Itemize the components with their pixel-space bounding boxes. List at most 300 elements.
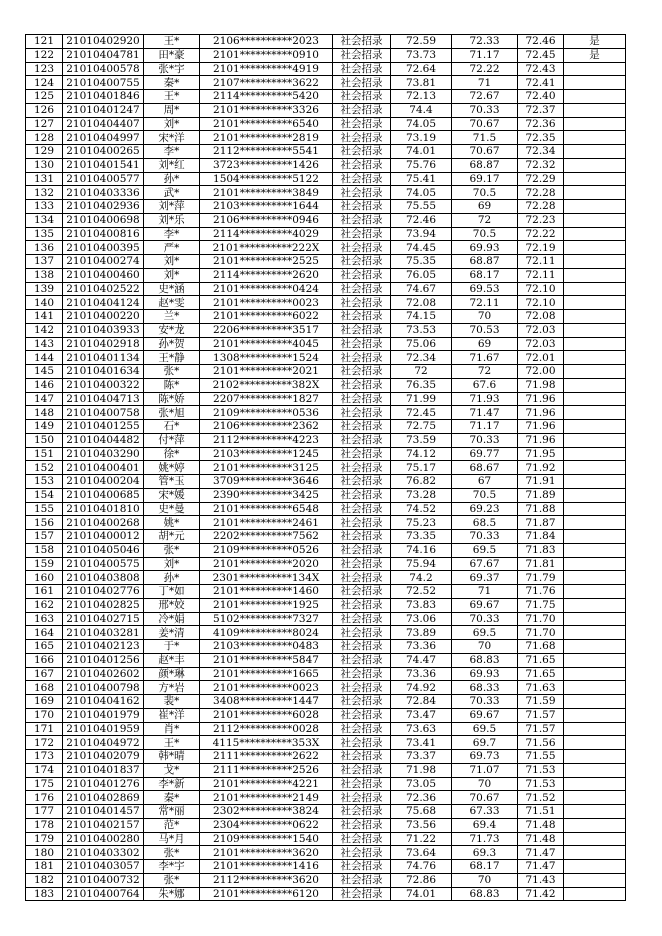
table-row xyxy=(26,323,626,337)
row-number-cell: 129 xyxy=(26,145,63,159)
written-score-cell: 75.35 xyxy=(391,255,452,269)
id-card-cell: 2301**********134X xyxy=(200,571,333,585)
id-card-cell: 2101**********2819 xyxy=(200,131,333,145)
row-number-cell: 147 xyxy=(26,392,63,406)
table-row xyxy=(26,571,626,585)
table-row xyxy=(26,860,626,874)
category-cell: 社会招录 xyxy=(333,323,391,337)
total-score-cell: 72.03 xyxy=(518,337,564,351)
table-row xyxy=(26,351,626,365)
row-number-cell: 178 xyxy=(26,818,63,832)
selected-mark-cell xyxy=(564,695,626,709)
total-score-cell: 72.37 xyxy=(518,103,564,117)
category-cell: 社会招录 xyxy=(333,90,391,104)
category-cell: 社会招录 xyxy=(333,736,391,750)
selected-mark-cell xyxy=(564,516,626,530)
name-cell: 胡*元 xyxy=(144,530,200,544)
selected-mark-cell xyxy=(564,378,626,392)
selected-mark-cell xyxy=(564,530,626,544)
selected-mark-cell xyxy=(564,255,626,269)
name-cell: 王* xyxy=(144,736,200,750)
interview-score-cell: 70 xyxy=(452,640,518,654)
total-score-cell: 72.41 xyxy=(518,76,564,90)
category-cell: 社会招录 xyxy=(333,76,391,90)
table-row xyxy=(26,640,626,654)
category-cell: 社会招录 xyxy=(333,227,391,241)
written-score-cell: 74.4 xyxy=(391,103,452,117)
id-card-cell: 2114**********4029 xyxy=(200,227,333,241)
id-card-cell: 2101**********6120 xyxy=(200,887,333,901)
written-score-cell: 73.89 xyxy=(391,626,452,640)
interview-score-cell: 70.33 xyxy=(452,530,518,544)
row-number-cell: 162 xyxy=(26,598,63,612)
name-cell: 刘* xyxy=(144,268,200,282)
table-row xyxy=(26,420,626,434)
interview-score-cell: 70.67 xyxy=(452,145,518,159)
selected-mark-cell xyxy=(564,365,626,379)
interview-score-cell: 68.87 xyxy=(452,255,518,269)
interview-score-cell: 69.3 xyxy=(452,846,518,860)
row-number-cell: 172 xyxy=(26,736,63,750)
selected-mark-cell xyxy=(564,488,626,502)
table-row xyxy=(26,818,626,832)
written-score-cell: 73.35 xyxy=(391,530,452,544)
selected-mark-cell xyxy=(564,640,626,654)
table-row xyxy=(26,131,626,145)
name-cell: 严* xyxy=(144,241,200,255)
category-cell: 社会招录 xyxy=(333,447,391,461)
total-score-cell: 72.08 xyxy=(518,310,564,324)
selected-mark-cell: 是 xyxy=(564,48,626,62)
table-row xyxy=(26,200,626,214)
selected-mark-cell xyxy=(564,750,626,764)
exam-id-cell: 21010404713 xyxy=(63,392,144,406)
total-score-cell: 71.57 xyxy=(518,722,564,736)
written-score-cell: 73.36 xyxy=(391,667,452,681)
category-cell: 社会招录 xyxy=(333,365,391,379)
name-cell: 韩*晴 xyxy=(144,750,200,764)
table-row xyxy=(26,296,626,310)
id-card-cell: 2101**********0023 xyxy=(200,681,333,695)
selected-mark-cell xyxy=(564,62,626,76)
row-number-cell: 181 xyxy=(26,860,63,874)
interview-score-cell: 69.4 xyxy=(452,818,518,832)
table-row xyxy=(26,777,626,791)
name-cell: 王* xyxy=(144,35,200,49)
row-number-cell: 158 xyxy=(26,543,63,557)
row-number-cell: 133 xyxy=(26,200,63,214)
exam-id-cell: 21010400758 xyxy=(63,406,144,420)
id-card-cell: 3408**********1447 xyxy=(200,695,333,709)
exam-id-cell: 21010403290 xyxy=(63,447,144,461)
table-row xyxy=(26,268,626,282)
table-row xyxy=(26,158,626,172)
id-card-cell: 2112**********4223 xyxy=(200,433,333,447)
category-cell: 社会招录 xyxy=(333,860,391,874)
category-cell: 社会招录 xyxy=(333,832,391,846)
exam-id-cell: 21010404997 xyxy=(63,131,144,145)
category-cell: 社会招录 xyxy=(333,35,391,49)
interview-score-cell: 69.37 xyxy=(452,571,518,585)
category-cell: 社会招录 xyxy=(333,296,391,310)
exam-id-cell: 21010401256 xyxy=(63,653,144,667)
exam-id-cell: 21010403933 xyxy=(63,323,144,337)
table-row xyxy=(26,227,626,241)
exam-id-cell: 21010400012 xyxy=(63,530,144,544)
interview-score-cell: 72.67 xyxy=(452,90,518,104)
total-score-cell: 71.96 xyxy=(518,392,564,406)
category-cell: 社会招录 xyxy=(333,585,391,599)
interview-score-cell: 69.77 xyxy=(452,447,518,461)
id-card-cell: 2101**********2149 xyxy=(200,791,333,805)
row-number-cell: 137 xyxy=(26,255,63,269)
name-cell: 姚* xyxy=(144,516,200,530)
id-card-cell: 5102**********7327 xyxy=(200,612,333,626)
selected-mark-cell xyxy=(564,90,626,104)
id-card-cell: 2101**********1925 xyxy=(200,598,333,612)
table-row xyxy=(26,722,626,736)
category-cell: 社会招录 xyxy=(333,598,391,612)
name-cell: 赵*雯 xyxy=(144,296,200,310)
id-card-cell: 2206**********3517 xyxy=(200,323,333,337)
interview-score-cell: 71.93 xyxy=(452,392,518,406)
table-row xyxy=(26,681,626,695)
id-card-cell: 2103**********1245 xyxy=(200,447,333,461)
interview-score-cell: 69.5 xyxy=(452,543,518,557)
interview-score-cell: 70.53 xyxy=(452,323,518,337)
interview-score-cell: 71.17 xyxy=(452,420,518,434)
table-row xyxy=(26,378,626,392)
exam-id-cell: 21010401134 xyxy=(63,351,144,365)
category-cell: 社会招录 xyxy=(333,681,391,695)
exam-id-cell: 21010404972 xyxy=(63,736,144,750)
name-cell: 李* xyxy=(144,145,200,159)
category-cell: 社会招录 xyxy=(333,282,391,296)
written-score-cell: 73.37 xyxy=(391,750,452,764)
id-card-cell: 2109**********0536 xyxy=(200,406,333,420)
id-card-cell: 2107**********3622 xyxy=(200,76,333,90)
written-score-cell: 75.23 xyxy=(391,516,452,530)
category-cell: 社会招录 xyxy=(333,818,391,832)
total-score-cell: 71.75 xyxy=(518,598,564,612)
category-cell: 社会招录 xyxy=(333,873,391,887)
exam-id-cell: 21010400732 xyxy=(63,873,144,887)
selected-mark-cell xyxy=(564,310,626,324)
written-score-cell: 74.01 xyxy=(391,145,452,159)
selected-mark-cell xyxy=(564,213,626,227)
interview-score-cell: 70.67 xyxy=(452,791,518,805)
interview-score-cell: 69.53 xyxy=(452,282,518,296)
name-cell: 秦* xyxy=(144,76,200,90)
selected-mark-cell xyxy=(564,667,626,681)
selected-mark-cell xyxy=(564,145,626,159)
interview-score-cell: 69.73 xyxy=(452,750,518,764)
row-number-cell: 124 xyxy=(26,76,63,90)
interview-score-cell: 68.17 xyxy=(452,268,518,282)
total-score-cell: 72.22 xyxy=(518,227,564,241)
id-card-cell: 1308**********1524 xyxy=(200,351,333,365)
written-score-cell: 72.86 xyxy=(391,873,452,887)
interview-score-cell: 70.33 xyxy=(452,612,518,626)
written-score-cell: 73.41 xyxy=(391,736,452,750)
table-row xyxy=(26,172,626,186)
table-row xyxy=(26,557,626,571)
name-cell: 朱*娜 xyxy=(144,887,200,901)
selected-mark-cell xyxy=(564,420,626,434)
row-number-cell: 183 xyxy=(26,887,63,901)
id-card-cell: 2101**********4919 xyxy=(200,62,333,76)
selected-mark-cell xyxy=(564,103,626,117)
name-cell: 崔*洋 xyxy=(144,708,200,722)
written-score-cell: 75.94 xyxy=(391,557,452,571)
total-score-cell: 72.01 xyxy=(518,351,564,365)
interview-score-cell: 71.67 xyxy=(452,351,518,365)
written-score-cell: 74.12 xyxy=(391,447,452,461)
category-cell: 社会招录 xyxy=(333,887,391,901)
selected-mark-cell xyxy=(564,860,626,874)
category-cell: 社会招录 xyxy=(333,145,391,159)
row-number-cell: 170 xyxy=(26,708,63,722)
row-number-cell: 173 xyxy=(26,750,63,764)
total-score-cell: 71.65 xyxy=(518,653,564,667)
exam-id-cell: 21010400280 xyxy=(63,832,144,846)
id-card-cell: 2207**********1827 xyxy=(200,392,333,406)
category-cell: 社会招录 xyxy=(333,131,391,145)
total-score-cell: 71.76 xyxy=(518,585,564,599)
total-score-cell: 71.51 xyxy=(518,805,564,819)
interview-score-cell: 72 xyxy=(452,213,518,227)
row-number-cell: 153 xyxy=(26,475,63,489)
table-row xyxy=(26,626,626,640)
row-number-cell: 166 xyxy=(26,653,63,667)
id-card-cell: 2111**********2526 xyxy=(200,763,333,777)
id-card-cell: 2101**********3125 xyxy=(200,461,333,475)
name-cell: 付*萍 xyxy=(144,433,200,447)
exam-id-cell: 21010400816 xyxy=(63,227,144,241)
name-cell: 赵*丰 xyxy=(144,653,200,667)
exam-id-cell: 21010402869 xyxy=(63,791,144,805)
interview-score-cell: 68.83 xyxy=(452,887,518,901)
name-cell: 李*宇 xyxy=(144,860,200,874)
exam-id-cell: 21010400798 xyxy=(63,681,144,695)
total-score-cell: 71.70 xyxy=(518,626,564,640)
written-score-cell: 72.36 xyxy=(391,791,452,805)
exam-id-cell: 21010400322 xyxy=(63,378,144,392)
interview-score-cell: 67.67 xyxy=(452,557,518,571)
interview-score-cell: 70.33 xyxy=(452,433,518,447)
row-number-cell: 163 xyxy=(26,612,63,626)
interview-score-cell: 70.33 xyxy=(452,695,518,709)
row-number-cell: 139 xyxy=(26,282,63,296)
id-card-cell: 2103**********1644 xyxy=(200,200,333,214)
row-number-cell: 150 xyxy=(26,433,63,447)
name-cell: 李*新 xyxy=(144,777,200,791)
total-score-cell: 71.83 xyxy=(518,543,564,557)
category-cell: 社会招录 xyxy=(333,530,391,544)
selected-mark-cell xyxy=(564,447,626,461)
row-number-cell: 169 xyxy=(26,695,63,709)
name-cell: 安*龙 xyxy=(144,323,200,337)
written-score-cell: 74.16 xyxy=(391,543,452,557)
table-row xyxy=(26,475,626,489)
id-card-cell: 2101**********6548 xyxy=(200,502,333,516)
interview-score-cell: 69.7 xyxy=(452,736,518,750)
category-cell: 社会招录 xyxy=(333,378,391,392)
selected-mark-cell xyxy=(564,598,626,612)
id-card-cell: 2101**********6028 xyxy=(200,708,333,722)
written-score-cell: 75.17 xyxy=(391,461,452,475)
category-cell: 社会招录 xyxy=(333,791,391,805)
written-score-cell: 72 xyxy=(391,365,452,379)
category-cell: 社会招录 xyxy=(333,433,391,447)
written-score-cell: 74.15 xyxy=(391,310,452,324)
exam-id-cell: 21010404781 xyxy=(63,48,144,62)
table-row xyxy=(26,708,626,722)
table-row xyxy=(26,516,626,530)
total-score-cell: 72.03 xyxy=(518,323,564,337)
interview-score-cell: 70.33 xyxy=(452,103,518,117)
category-cell: 社会招录 xyxy=(333,241,391,255)
name-cell: 邢*姣 xyxy=(144,598,200,612)
total-score-cell: 71.96 xyxy=(518,433,564,447)
table-row xyxy=(26,530,626,544)
category-cell: 社会招录 xyxy=(333,777,391,791)
name-cell: 徐* xyxy=(144,447,200,461)
table-body xyxy=(26,35,626,901)
total-score-cell: 72.11 xyxy=(518,268,564,282)
id-card-cell: 2106**********2023 xyxy=(200,35,333,49)
category-cell: 社会招录 xyxy=(333,543,391,557)
interview-score-cell: 70 xyxy=(452,873,518,887)
id-card-cell: 2390**********3425 xyxy=(200,488,333,502)
name-cell: 颜*琳 xyxy=(144,667,200,681)
written-score-cell: 75.76 xyxy=(391,158,452,172)
total-score-cell: 71.88 xyxy=(518,502,564,516)
exam-id-cell: 21010403057 xyxy=(63,860,144,874)
exam-id-cell: 21010400685 xyxy=(63,488,144,502)
interview-score-cell: 67.6 xyxy=(452,378,518,392)
category-cell: 社会招录 xyxy=(333,117,391,131)
written-score-cell: 73.47 xyxy=(391,708,452,722)
table-row xyxy=(26,585,626,599)
category-cell: 社会招录 xyxy=(333,846,391,860)
category-cell: 社会招录 xyxy=(333,62,391,76)
name-cell: 张* xyxy=(144,873,200,887)
row-number-cell: 180 xyxy=(26,846,63,860)
row-number-cell: 168 xyxy=(26,681,63,695)
id-card-cell: 2114**********2620 xyxy=(200,268,333,282)
total-score-cell: 72.35 xyxy=(518,131,564,145)
written-score-cell: 71.22 xyxy=(391,832,452,846)
exam-id-cell: 21010400265 xyxy=(63,145,144,159)
category-cell: 社会招录 xyxy=(333,268,391,282)
selected-mark-cell xyxy=(564,200,626,214)
exam-id-cell: 21010402602 xyxy=(63,667,144,681)
category-cell: 社会招录 xyxy=(333,667,391,681)
table-row xyxy=(26,695,626,709)
written-score-cell: 74.47 xyxy=(391,653,452,667)
exam-id-cell: 21010404407 xyxy=(63,117,144,131)
name-cell: 王*静 xyxy=(144,351,200,365)
id-card-cell: 2101**********2525 xyxy=(200,255,333,269)
name-cell: 刘* xyxy=(144,117,200,131)
interview-score-cell: 69.5 xyxy=(452,722,518,736)
category-cell: 社会招录 xyxy=(333,158,391,172)
table-row xyxy=(26,145,626,159)
interview-score-cell: 70 xyxy=(452,310,518,324)
exam-id-cell: 21010400698 xyxy=(63,213,144,227)
exam-id-cell: 21010400578 xyxy=(63,62,144,76)
selected-mark-cell xyxy=(564,543,626,557)
row-number-cell: 174 xyxy=(26,763,63,777)
name-cell: 兰* xyxy=(144,310,200,324)
row-number-cell: 145 xyxy=(26,365,63,379)
interview-score-cell: 69.67 xyxy=(452,598,518,612)
selected-mark-cell xyxy=(564,818,626,832)
selected-mark-cell xyxy=(564,227,626,241)
table-row xyxy=(26,310,626,324)
exam-id-cell: 21010403336 xyxy=(63,186,144,200)
exam-id-cell: 21010402825 xyxy=(63,598,144,612)
id-card-cell: 2109**********1540 xyxy=(200,832,333,846)
written-score-cell: 74.05 xyxy=(391,186,452,200)
interview-score-cell: 69.5 xyxy=(452,626,518,640)
table-row xyxy=(26,117,626,131)
id-card-cell: 2101**********1460 xyxy=(200,585,333,599)
table-row xyxy=(26,805,626,819)
name-cell: 孙* xyxy=(144,172,200,186)
row-number-cell: 141 xyxy=(26,310,63,324)
selected-mark-cell xyxy=(564,186,626,200)
name-cell: 丁*如 xyxy=(144,585,200,599)
id-card-cell: 3709**********3646 xyxy=(200,475,333,489)
row-number-cell: 165 xyxy=(26,640,63,654)
total-score-cell: 72.45 xyxy=(518,48,564,62)
name-cell: 姜*清 xyxy=(144,626,200,640)
exam-id-cell: 21010401634 xyxy=(63,365,144,379)
written-score-cell: 74.92 xyxy=(391,681,452,695)
exam-id-cell: 21010400460 xyxy=(63,268,144,282)
selected-mark-cell xyxy=(564,296,626,310)
table-row xyxy=(26,750,626,764)
total-score-cell: 72.43 xyxy=(518,62,564,76)
selected-mark-cell xyxy=(564,323,626,337)
selected-mark-cell xyxy=(564,612,626,626)
id-card-cell: 2101**********1416 xyxy=(200,860,333,874)
category-cell: 社会招录 xyxy=(333,103,391,117)
row-number-cell: 171 xyxy=(26,722,63,736)
total-score-cell: 71.47 xyxy=(518,860,564,874)
interview-score-cell: 67.33 xyxy=(452,805,518,819)
name-cell: 田*豪 xyxy=(144,48,200,62)
exam-id-cell: 21010400401 xyxy=(63,461,144,475)
id-card-cell: 2101**********3620 xyxy=(200,846,333,860)
selected-mark-cell xyxy=(564,887,626,901)
category-cell: 社会招录 xyxy=(333,475,391,489)
interview-score-cell: 71.73 xyxy=(452,832,518,846)
total-score-cell: 71.53 xyxy=(518,777,564,791)
total-score-cell: 71.95 xyxy=(518,447,564,461)
row-number-cell: 160 xyxy=(26,571,63,585)
table-row xyxy=(26,365,626,379)
table-row xyxy=(26,447,626,461)
written-score-cell: 74.45 xyxy=(391,241,452,255)
row-number-cell: 176 xyxy=(26,791,63,805)
total-score-cell: 71.59 xyxy=(518,695,564,709)
written-score-cell: 74.67 xyxy=(391,282,452,296)
id-card-cell: 2101**********5847 xyxy=(200,653,333,667)
interview-score-cell: 69.93 xyxy=(452,667,518,681)
